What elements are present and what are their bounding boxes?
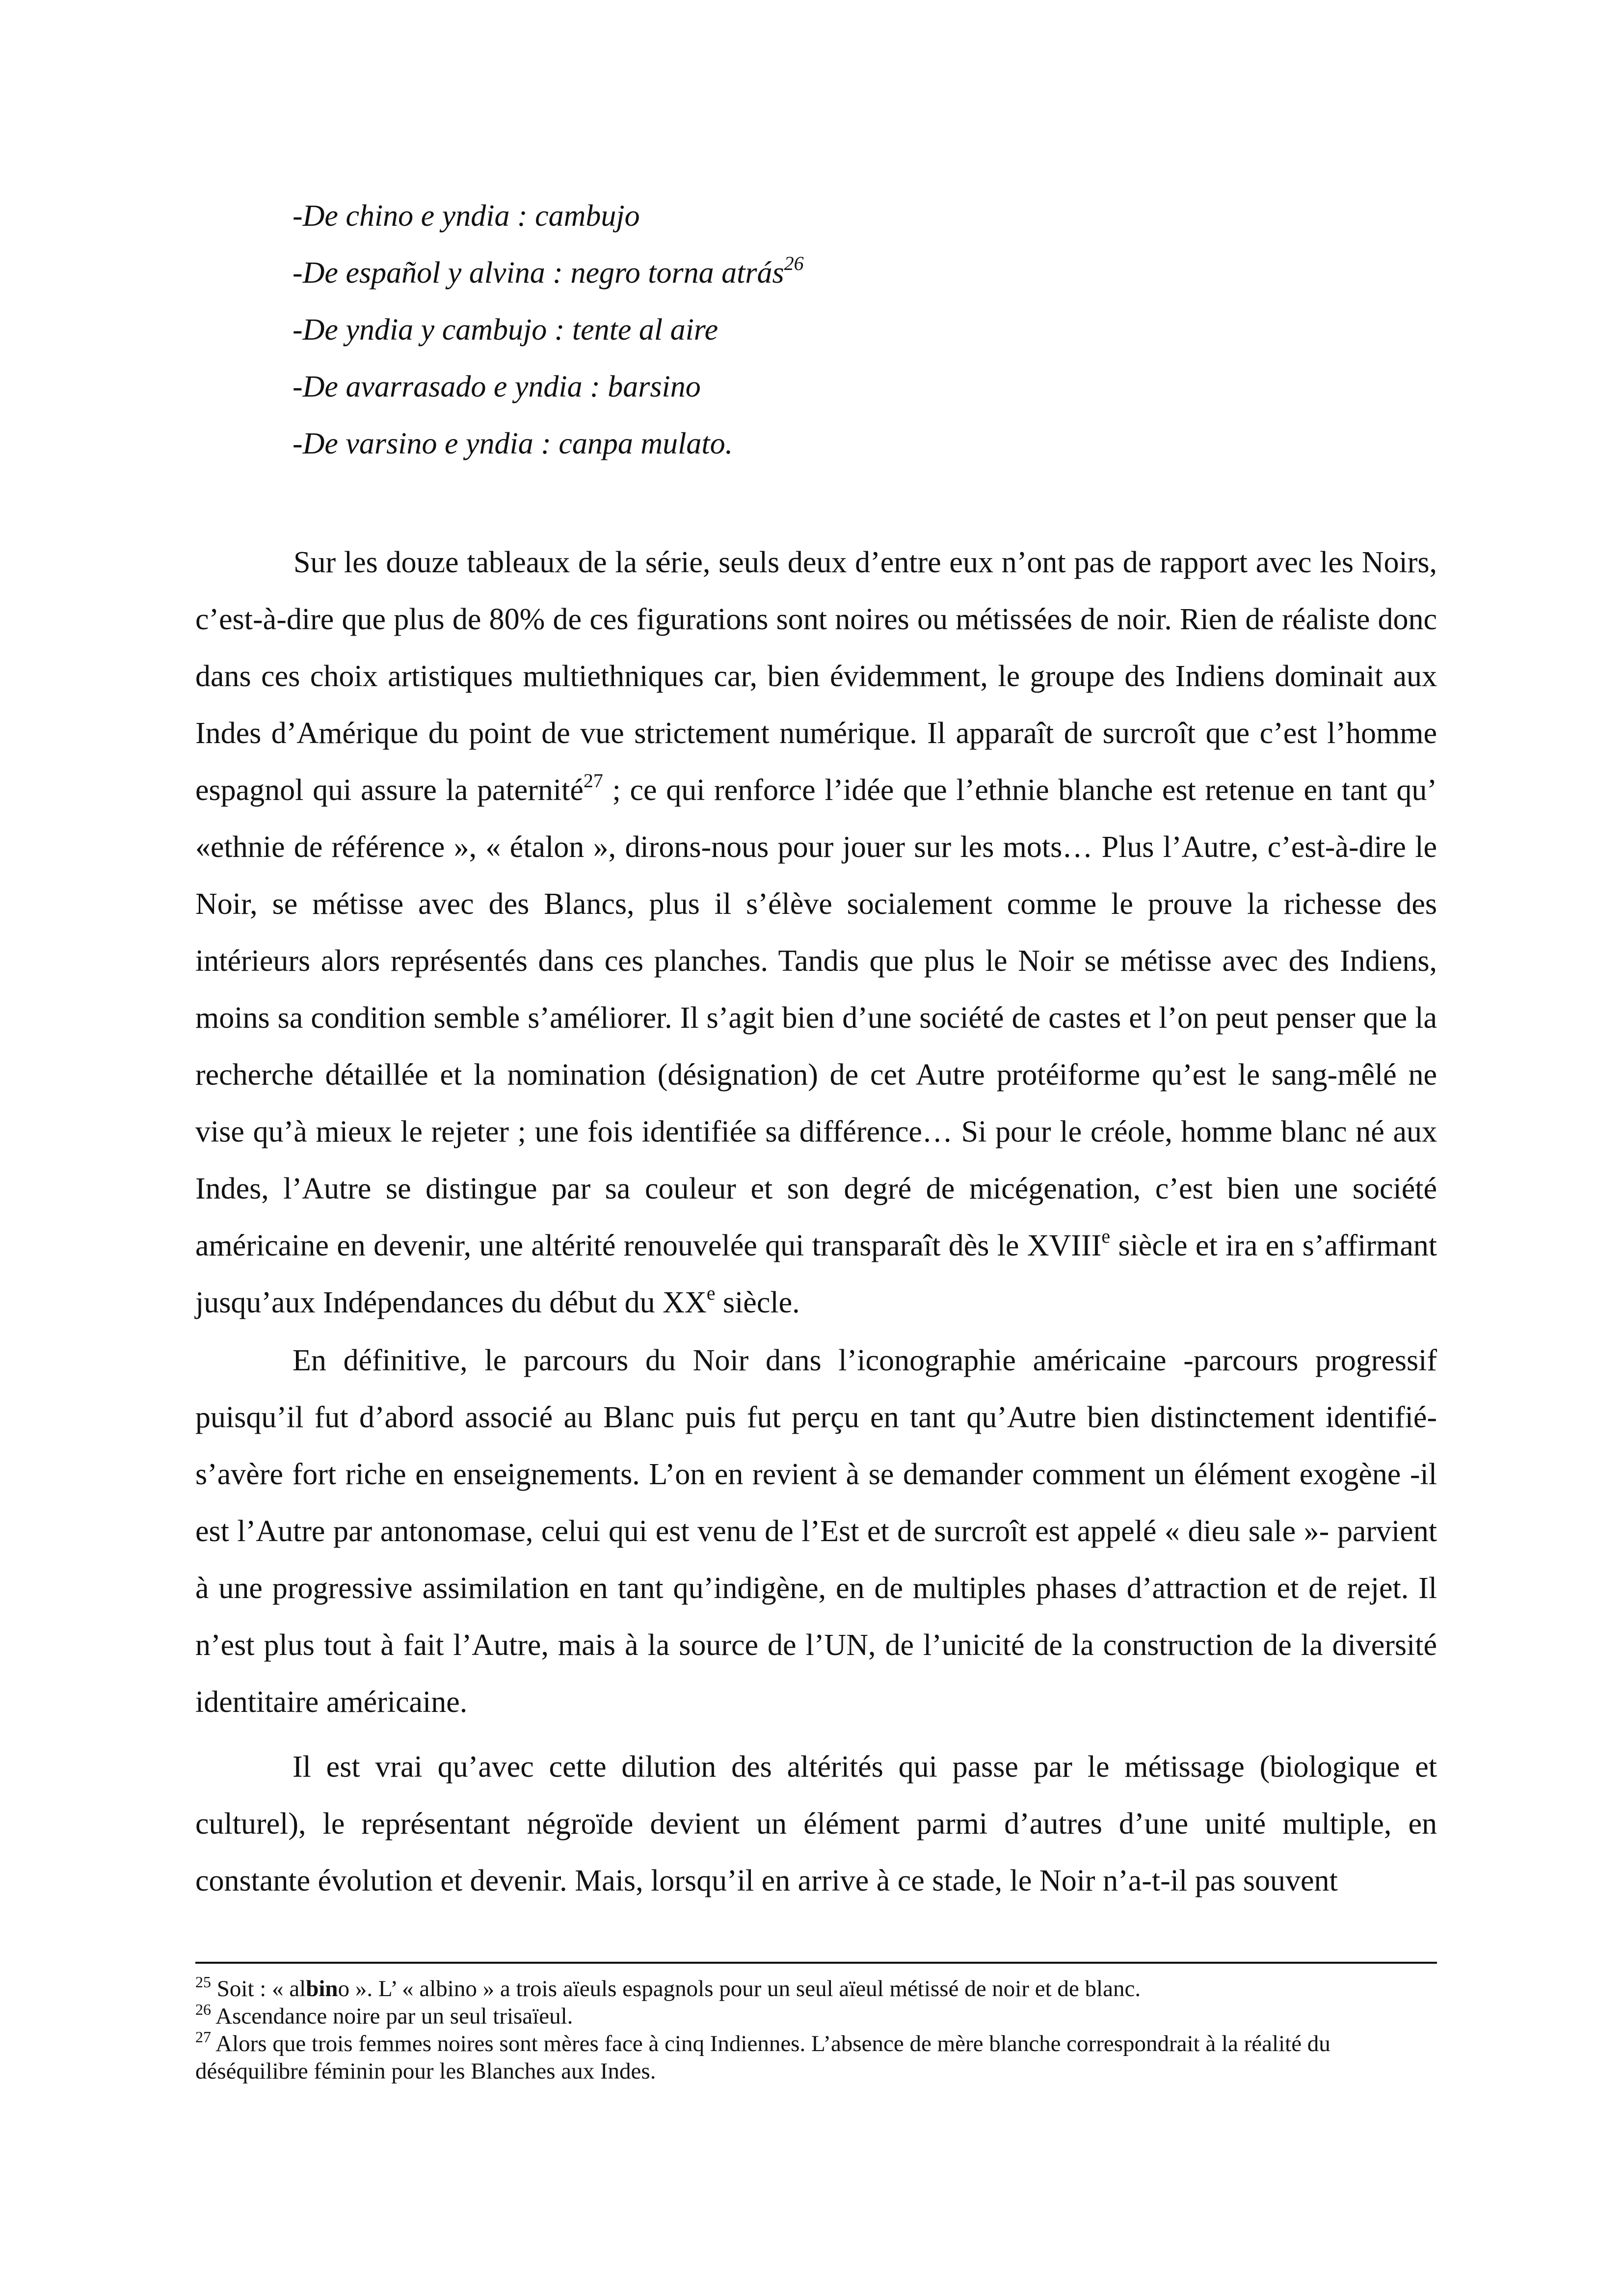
footnote-ref[interactable]: 26 bbox=[784, 252, 804, 274]
footnote bbox=[195, 2030, 1437, 2085]
superscript: e bbox=[1101, 1225, 1111, 1247]
footnote-ref[interactable]: 27 bbox=[583, 770, 603, 792]
list-item-text: -De varsino e yndia : canpa mulato. bbox=[293, 427, 733, 460]
paragraph-text: siècle. bbox=[715, 1286, 800, 1319]
list-item bbox=[293, 301, 804, 358]
footnotes bbox=[195, 1975, 1437, 2085]
paragraph bbox=[195, 534, 1437, 1331]
paragraph: Il est vrai qu’avec cette dilution des altérités qui passe par le métissage (biologique et culturel), le représentant négroïde devient un élément parmi d’autres d’une unité multiple, en constante évolution et devenir. Mais, lorsqu’il en arrive à ce stade, le Noir n’a-t-il pas souvent bbox=[195, 1750, 1437, 1897]
footnote-text: Soit : « al bbox=[211, 1976, 306, 2002]
list-item-text: -De avarrasado e yndia : barsino bbox=[293, 370, 701, 403]
footnote bbox=[195, 1975, 1437, 2002]
list-item-text: -De español y alvina : negro torna atrás bbox=[293, 256, 784, 290]
paragraph: En définitive, le parcours du Noir dans l’iconographie américaine -parcours progressif puisqu’il fut d’abord associé au Blanc puis fut perçu en tant qu’Autre bien distinctement identifié- s’avère fort riche en enseignements. L’on en revient à se demander comment un élément exogène -il est l’Autre par antonomase, celui qui est venu de l’Est et de surcroît est appelé « dieu sale »- parvient à une progressive assimilation en tant qu’indigène, en de multiples phases d’attraction et de rejet. Il n’est plus tout à fait l’Autre, mais à la source de l’UN, de l’unicité de la construction de la diversité identitaire américaine. bbox=[195, 1344, 1437, 1719]
paragraph-text: ; ce qui renforce l’idée que l’ethnie blanche est retenue en tant qu’ «ethnie de référence », « étalon », dirons-nous pour jouer sur les mots… Plus l’Autre, c’est-à-dire le Noir, se métisse avec des Blancs, plus il s’élève socialement comme le prouve la richesse des intérieurs alors représentés dans ces planches. Tandis que plus le Noir se métisse avec des Indiens, moins sa condition semble s’améliorer. Il s’agit bien d’une société de castes et l’on peut penser que la recherche détaillée et la nomination (désignation) de cet Autre protéiforme qu’est le sang-mêlé ne vise qu’à mieux le rejeter ; une fois identifiée sa différence… Si pour le créole, homme blanc né aux Indes, l’Autre se distingue par sa couleur et son degré de micégenation, c’est bien une société américaine en devenir, une altérité renouvelée qui transparaît dès le XVIII bbox=[195, 774, 1437, 1262]
paragraph-text: siècle et ira en s’affirmant jusqu’aux Indépendances du début du XX bbox=[195, 1229, 1437, 1319]
footnote-separator bbox=[195, 1962, 1437, 1964]
caste-list bbox=[293, 187, 804, 472]
footnote-text-bold: bin bbox=[306, 1976, 338, 2002]
list-item bbox=[293, 187, 804, 244]
paragraph-text: Sur les douze tableaux de la série, seuls deux d’entre eux n’ont pas de rapport avec les Noirs, c’est-à-dire que plus de 80% de ces figurations sont noires ou métissées de noir. Rien de réaliste donc dans ces choix artistiques multiethniques car, bien évidemment, le groupe des Indiens dominait aux Indes d’Amérique du point de vue strictement numérique. Il apparaît de surcroît que c’est l’homme espagnol qui assure la paternité bbox=[195, 546, 1437, 807]
list-item bbox=[293, 415, 804, 472]
list-item bbox=[293, 244, 804, 301]
list-item-text: -De yndia y cambujo : tente al aire bbox=[293, 313, 718, 347]
footnote-number: 27 bbox=[195, 2028, 211, 2046]
body-text bbox=[195, 534, 1437, 1909]
footnote-number: 25 bbox=[195, 1973, 211, 1991]
list-item bbox=[293, 358, 804, 415]
footnote bbox=[195, 2002, 1437, 2030]
superscript: e bbox=[706, 1282, 716, 1304]
footnote-number: 26 bbox=[195, 2001, 211, 2018]
footnote-text: Ascendance noire par un seul trisaïeul. bbox=[211, 2003, 573, 2029]
footnote-text: Alors que trois femmes noires sont mères face à cinq Indiennes. L’absence de mère blanche correspondrait à la réalité du déséquilibre féminin pour les Blanches aux Indes. bbox=[195, 2031, 1330, 2084]
footnote-text: o ». L’ « albino » a trois aïeuls espagnols pour un seul aïeul métissé de noir et de blanc. bbox=[338, 1976, 1141, 2002]
list-item-text: -De chino e yndia : cambujo bbox=[293, 199, 640, 233]
